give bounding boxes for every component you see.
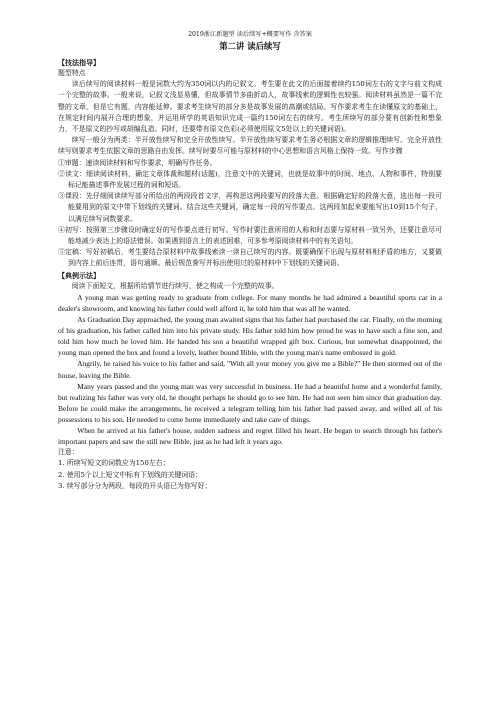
tips-subheading: 题型特点 [58, 69, 86, 77]
step-draft: ④初写：按照第三步骤设时确定好的写作要点进行初写。写作时要注意所用的人称和时态要与原材料一致另外，还要注意尽可能地减少表达上的语法错误。如果遇到语言上的表述困难，可多参考原阅读材料中的有关语句。 [58, 225, 442, 246]
notes-heading: 注意： [58, 448, 79, 457]
note-item-1: 1. 所续写短文的词数应为150左右； [58, 459, 170, 468]
story-paragraph-1: A young man was getting ready to graduate from college. For many months he had admired a beautiful sports car in a dealer's showroom, and knowing his father could well afford it, he told him that was all he wanted. [58, 292, 442, 313]
example-instruction: 阅读下面短文，根据所给情节进行续写，使之构成一个完整的故事。 [71, 281, 279, 290]
tips-heading: 【技法指导】 [58, 58, 100, 67]
lecture-title: 第二讲 读后续写 [219, 41, 281, 51]
note-item-3: 3. 续写部分分为两段，每段的开头语已为你写好； [58, 481, 212, 490]
example-heading: 【典例示法】 [58, 270, 100, 280]
story-paragraph-3: Angrily, he raised his voice to his father and said, "With all your money you give me a Bible?" He then stormed out of the house, leaving the Bible. [58, 359, 442, 380]
tips-paragraph-2: 续写一般分为两类：半开放性续写和完全开放性续写。半开放性续写要求考生务必根据文章的逻辑推理续写。完全开放性续写则要求考生依据文章的思路自由发挥。续写时要尽可能与原材料的中心思想和语言风格上保持一致。写作步骤 [58, 136, 442, 156]
document-title: 2019浙江新题型 读后续写+概要写作 含答案 [188, 31, 312, 38]
story-paragraph-2: As Graduation Day approached, the young man awaited signs that his father had purchased the car. Finally, on the morning of his graduation, his father called him into his private study. His father told him how proud he was to have such a fine son, and told him how much he loved him. He handed his son a beautiful wrapped gift box. Curious, but somewhat disappointed, the young man opened the box and found a lovely, leather bound Bible, with the young man's name embossed in gold. [58, 315, 442, 358]
note-item-2: 2. 使用5个以上短文中标有下划线的关键词语； [58, 470, 203, 479]
step-review: ①审题：速读阅读材料和写作要求，明确写作任务。 [58, 158, 217, 167]
step-finalize: ⑤定稿：写好初稿后，考生要结合原材料中故事线索读一读自己续写的内容。既要确保不出现与原材料相矛盾的地方，又要做到内容上前后连贯，语句通顺。最后规范誊写并标出使用过的原材料中下划线的关键词语。 [58, 248, 442, 268]
story-paragraph-5: When he arrived at his father's house, sudden sadness and regret filled his heart. He began to search through his father's important papers and saw the still new Bible, just as he had left it years ago. [58, 425, 442, 447]
step-plan: ③课段：先仔细阅读续写部分所给出的两段段首文字，再构思这两段要写的段落大意。根据确定好的段落大意，选出每一段可能要用到的原文中带下划线的关键词。结合这些关键词，确定每一段的写作要点。这两段加起来要能写出10到15个句子，以满足续写词数要求。 [58, 192, 442, 223]
tips-paragraph-1: 读后续写的阅读材料一般是词数大约为350词以内的记叙文。考生要在此文的后面接着续约150词左右的文字与前文构成一个完整的故事。一般来说，记叙文浅显易懂，但故事情节多曲折动人，故事线索的逻辑性也较强。阅读材料虽然是一篇不完整的文章，但是它有题，内容能延伸。要求考生续写的部分多是故事发展的高潮或结局。写作要求考生在读懂原文的基础上，在规定时间内展开合理的想象，并运用所学的英语知识完成一篇约150词左右的续写。考生所续写的部分要有创新性和想象力，不是原文的抄写或胡编乱造。同时，还要带有原文色彩(必须使用原文5处以上的关键词语)。 [58, 80, 442, 134]
story-paragraph-4: Many years passed and the young man was very successful in business. He had a beautiful home and a wonderful family, but realizing his father was very old, he thought perhaps he should go to see him. He had not seen him since that graduation day. Before he could make the arrangements, he received a telegram telling him his father had passed away, and willed all of his possessions to his son. He needed to come home immediately and take care of things. [58, 381, 442, 424]
step-read: ②读文：细读阅读材料，确定文章体裁和题材(话题)，注意文中的关键词，也就是故事中的时间、地点、人物和事件，特别要标记能描述事件发展过程的词和短语。 [58, 169, 442, 190]
